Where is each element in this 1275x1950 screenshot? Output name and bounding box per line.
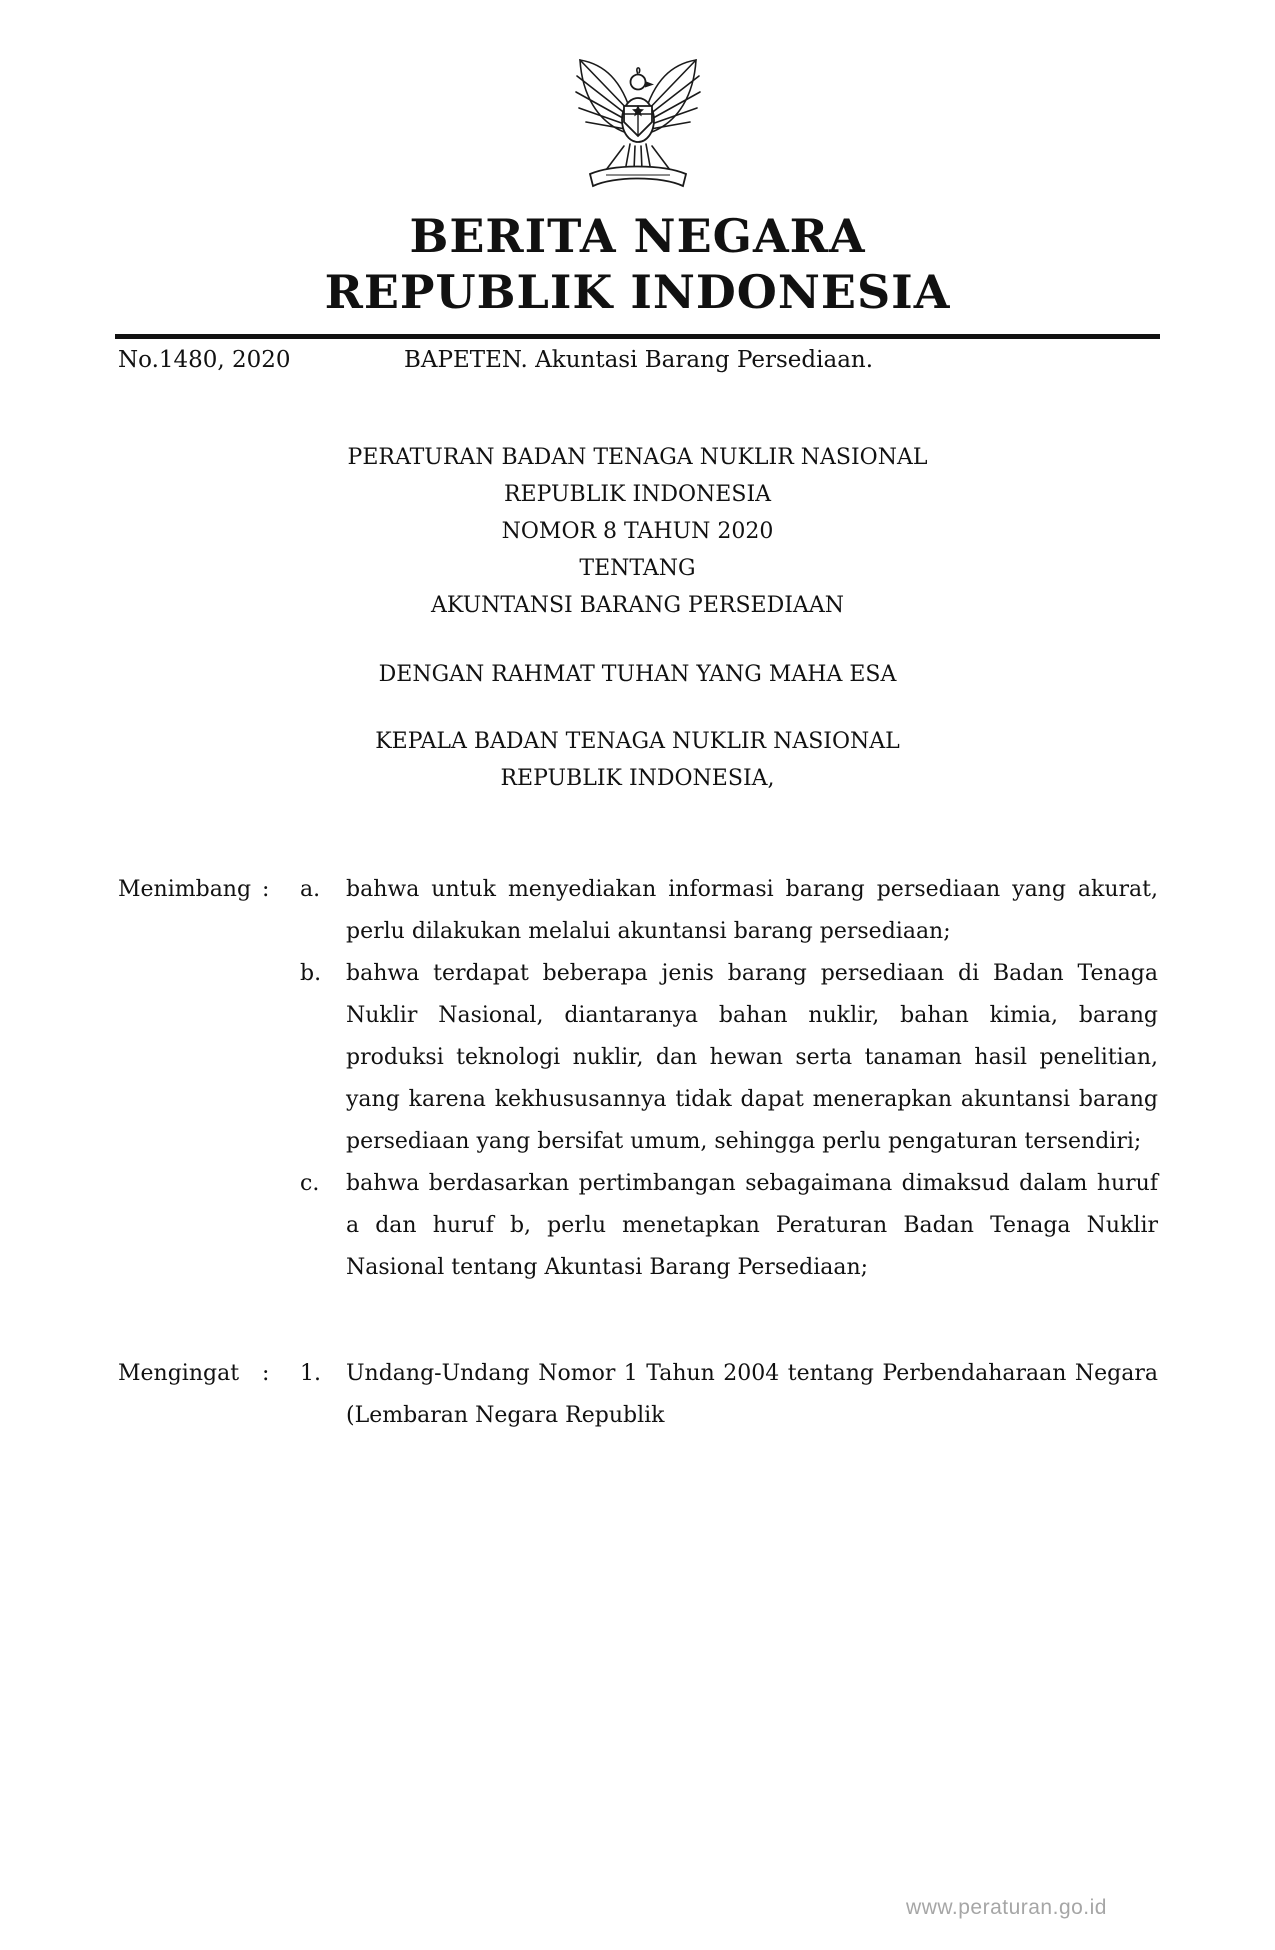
title-line: PERATURAN BADAN TENAGA NUKLIR NASIONAL <box>347 445 928 470</box>
mengingat-colon: : <box>262 1361 270 1386</box>
menimbang-section <box>118 869 1158 1289</box>
item-marker-1: 1. <box>300 1361 321 1386</box>
menimbang-label: Menimbang <box>118 877 252 902</box>
legal-basis-item <box>118 1353 1158 1437</box>
masthead <box>0 208 1275 320</box>
item-marker-c: c. <box>300 1171 320 1196</box>
item-text-b: bahwa terdapat beberapa jenis barang persediaan di Badan Tenaga Nuklir Nasional, diantaranya bahan nuklir, bahan kimia, barang produksi teknologi nuklir, dan hewan serta tanaman hasil penelitian, yang karena kekhususannya tidak dapat menerapkan akuntansi barang persediaan yang bersifat umum, sehingga perlu pengaturan tersendiri; <box>346 961 1158 1154</box>
menimbang-colon: : <box>262 877 270 902</box>
invocation-line: DENGAN RAHMAT TUHAN YANG MAHA ESA <box>378 662 897 687</box>
masthead-line-1: BERITA NEGARA <box>409 209 866 263</box>
issue-row <box>118 347 1157 381</box>
title-line: AKUNTANSI BARANG PERSEDIAAN <box>431 593 844 618</box>
garuda-pancasila-icon <box>572 42 704 194</box>
issue-subject: BAPETEN. Akuntasi Barang Persediaan. <box>404 347 874 373</box>
footer-watermark: www.peraturan.go.id <box>906 1896 1107 1919</box>
item-text-a: bahwa untuk menyediakan informasi barang persediaan yang akurat, perlu dilakukan melalui akuntansi barang persediaan; <box>346 877 1158 944</box>
title-line: NOMOR 8 TAHUN 2020 <box>501 519 774 544</box>
authority-block <box>0 723 1275 797</box>
emblem-container <box>0 0 1275 194</box>
consideration-item <box>118 1163 1158 1289</box>
clauses <box>118 869 1158 1437</box>
item-marker-b: b. <box>300 961 322 986</box>
item-text-c: bahwa berdasarkan pertimbangan sebagaimana dimaksud dalam huruf a dan huruf b, perlu menetapkan Peraturan Badan Tenaga Nuklir Nasional tentang Akuntasi Barang Persediaan; <box>346 1171 1158 1280</box>
regulation-title-block <box>0 439 1275 624</box>
issue-number: No.1480, 2020 <box>118 347 291 373</box>
authority-line: KEPALA BADAN TENAGA NUKLIR NASIONAL <box>375 729 900 754</box>
authority-line: REPUBLIK INDONESIA, <box>500 766 775 791</box>
mengingat-label: Mengingat <box>118 1361 240 1386</box>
title-line: REPUBLIK INDONESIA <box>503 482 772 507</box>
consideration-item <box>118 953 1158 1163</box>
masthead-rule <box>115 334 1160 339</box>
mengingat-section <box>118 1353 1158 1437</box>
consideration-item <box>118 869 1158 953</box>
masthead-line-2: REPUBLIK INDONESIA <box>324 265 951 319</box>
item-text-1: Undang-Undang Nomor 1 Tahun 2004 tentang Perbendaharaan Negara (Lembaran Negara Republik <box>346 1361 1158 1428</box>
item-marker-a: a. <box>300 877 321 902</box>
title-line: TENTANG <box>579 556 696 581</box>
